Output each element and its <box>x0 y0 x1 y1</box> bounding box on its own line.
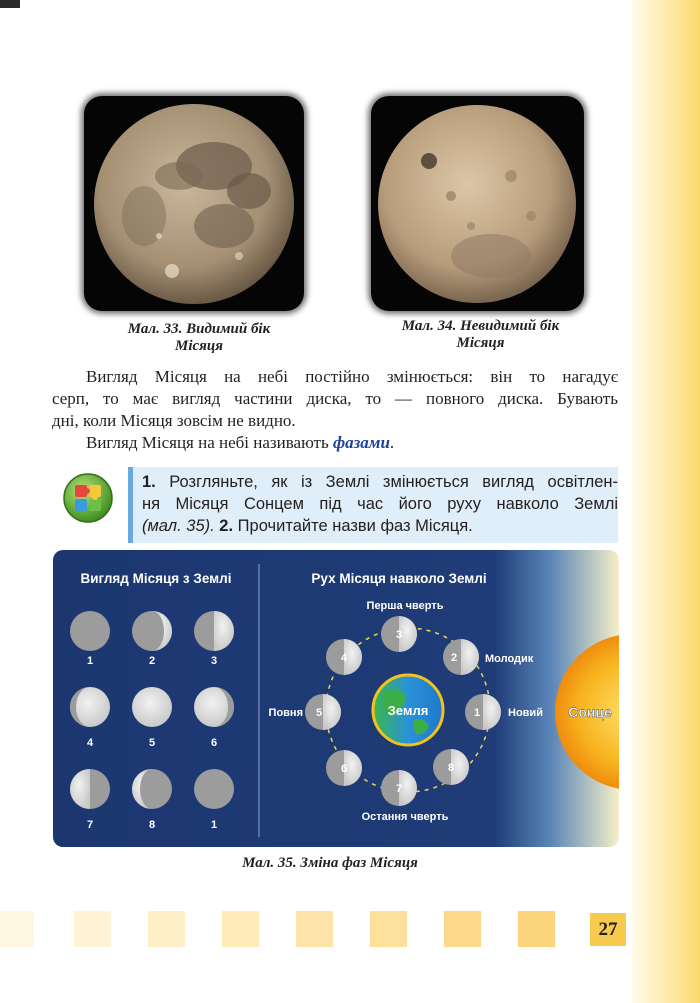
figure-reference: (мал. 35). <box>142 517 215 535</box>
grid-label-7: 7 <box>86 819 94 831</box>
grid-moon-9 <box>194 769 234 809</box>
orbit-label-5: 5 <box>315 707 323 719</box>
orbit-label-2: 2 <box>450 652 458 664</box>
footer-square <box>222 911 259 947</box>
grid-label-6: 6 <box>210 737 218 749</box>
photo-caption-33: Мал. 33. Видимий бік Місяця <box>127 321 271 354</box>
grid-label-8: 8 <box>148 819 156 831</box>
moon-near-side-photo <box>84 96 304 311</box>
orbit-label-7: 7 <box>395 783 403 795</box>
paragraph-line-2: серп, то має вигляд частини диска, то — повного диска. Бувають <box>52 389 618 408</box>
footer-square <box>296 911 333 947</box>
left-panel-title: Вигляд Місяця з Землі <box>80 571 232 586</box>
term-phases: фазами <box>333 433 390 452</box>
footer-square <box>370 911 407 947</box>
page-number: 27 <box>590 913 626 946</box>
phase-grid <box>70 611 234 809</box>
task-box-accent <box>128 467 133 543</box>
orbit-label-4: 4 <box>340 652 348 664</box>
earth-label: Земля <box>387 703 429 718</box>
sun-label: Сонце <box>568 704 612 720</box>
moon-far-side-photo <box>371 96 584 311</box>
grid-label-4: 4 <box>86 737 94 749</box>
grid-label-3: 3 <box>210 655 218 667</box>
corner-mark <box>0 0 20 8</box>
footer-square <box>0 911 34 947</box>
orbit-label-6: 6 <box>340 763 348 775</box>
task-text: 1. Розгляньте, як із Землі змінюється вигляд освітлен- ня Місяця Сонцем під час його руху навколо Землі (мал. 35). 2. Прочитайте назви фаз Місяця. <box>142 473 618 535</box>
figure-caption-35: Мал. 35. Зміна фаз Місяця <box>242 855 418 871</box>
grid-moon-1 <box>70 611 110 651</box>
moon-phases-diagram <box>53 550 619 847</box>
phase-first-quarter: Перша чверть <box>366 600 444 612</box>
page-edge-gradient <box>632 0 700 1003</box>
phase-full: Повня <box>268 707 303 719</box>
photo-caption-34: Мал. 34. Невидимий бік Місяця <box>401 318 560 351</box>
phase-new: Новий <box>508 707 543 719</box>
grid-label-5: 5 <box>148 737 156 749</box>
puzzle-icon <box>62 472 114 524</box>
grid-moon-5 <box>132 687 172 727</box>
grid-label-1: 1 <box>86 655 94 667</box>
phase-last-quarter: Остання чверть <box>361 811 449 823</box>
phase-young: Молодик <box>485 653 534 665</box>
paragraph-line-1: Вигляд Місяця на небі постійно змінюється: він то нагадує <box>86 367 618 386</box>
grid-label-2: 2 <box>148 655 156 667</box>
footer-square <box>518 911 555 947</box>
paragraph-line-3: дні, коли Місяця зовсім не видно. <box>52 411 296 430</box>
footer-square <box>444 911 481 947</box>
phases-paragraph <box>52 366 618 454</box>
grid-label-9: 1 <box>210 819 218 831</box>
orbit-label-3: 3 <box>395 629 403 641</box>
orbit-label-8: 8 <box>447 762 455 774</box>
right-panel-title: Рух Місяця навколо Землі <box>311 571 487 586</box>
orbit-label-1: 1 <box>473 707 481 719</box>
phases-definition: Вигляд Місяця на небі називають фазами. <box>86 433 395 452</box>
footer-square <box>148 911 185 947</box>
footer-square <box>74 911 111 947</box>
